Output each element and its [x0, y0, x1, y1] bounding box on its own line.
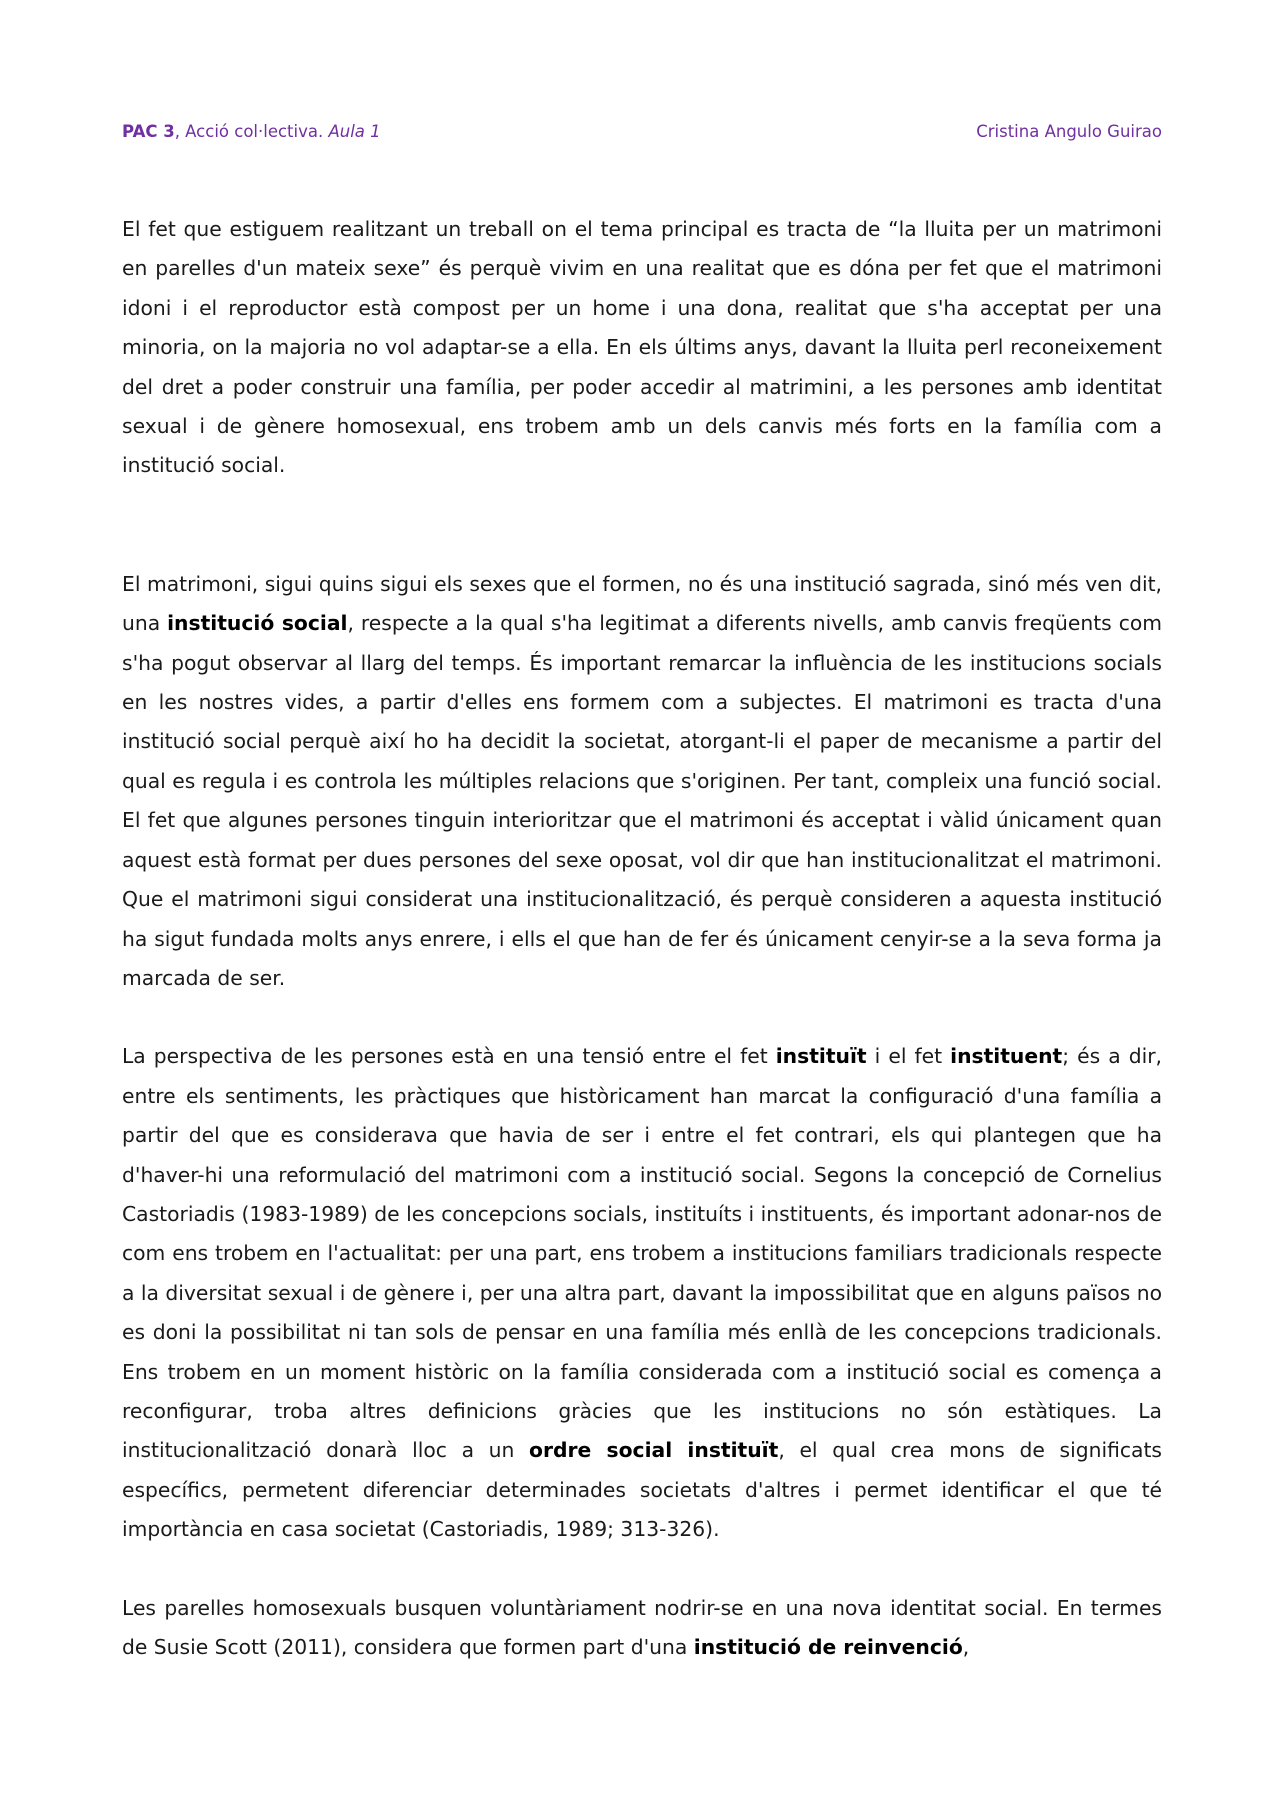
paragraph-4: Les parelles homosexuals busquen voluntàriament nodrir-se en una nova identitat social. En termes de Susie Scott (2011), considera que formen part d'una institució de reinvenció, [122, 1595, 1162, 1659]
bold-term-instituent: instituent [950, 1044, 1063, 1069]
document-body [122, 210, 1162, 1667]
paragraph-3: La perspectiva de les persones està en una tensió entre el fet instituït i el fet instituent; és a dir, entre els sentiments, les pràctiques que històricament han marcat la configuració d'una família a partir del que es considerava que havia de ser i entre el fet contrari, els qui plantegen que ha d'haver-hi una reformulació del matrimoni com a institució social. Segons la concepció de Cornelius Castoriadis (1983-1989) de les concepcions socials, instituíts i instituents, és important adonar-nos de com ens trobem en l'actualitat: per una part, ens trobem a institucions familiars tradicionals respecte a la diversitat sexual i de gènere i, per una altra part, davant la impossibilitat que en alguns països no es doni la possibilitat ni tan sols de pensar en una família més enllà de les concepcions tradicionals. Ens trobem en un moment històric on la família considerada com a institució social es comença a reconfigurar, troba altres definicions gràcies que les institucions no són estàtiques. La institucionalització donarà lloc a un ordre social instituït, el qual crea mons de significats específics, permetent diferenciar determinades societats d'altres i permet identificar el que té importància en casa societat (Castoriadis, 1989; 313-326). [122, 1044, 1162, 1542]
header-author: Cristina Angulo Guirao [976, 122, 1162, 141]
paragraph-spacer [122, 998, 1162, 1037]
header-course-info [122, 122, 381, 141]
paragraph-2: El matrimoni, sigui quins sigui els sexes que el formen, no és una institució sagrada, sinó més ven dit, una institució social, respecte a la qual s'ha legitimat a diferents nivells, amb canvis freqüents com s'ha pogut observar al llarg del temps. És important remarcar la influència de les institucions socials en les nostres vides, a partir d'elles ens formem com a subjectes. El matrimoni es tracta d'una institució social perquè així ho ha decidit la societat, atorgant-li el paper de mecanisme a partir del qual es regula i es controla les múltiples relacions que s'originen. Per tant, compleix una funció social. El fet que algunes persones tinguin interioritzar que el matrimoni és acceptat i vàlid únicament quan aquest està format per dues persones del sexe oposat, vol dir que han institucionalitzat el matrimoni. Que el matrimoni sigui considerat una institucionalització, és perquè consideren a aquesta institució ha sigut fundada molts anys enrere, i ells el que han de fer és únicament cenyir-se a la seva forma ja marcada de ser. [122, 571, 1163, 990]
bold-term-institucio-social: institució social [167, 611, 348, 636]
bold-term-institucio-de-reinvencio: institució de reinvenció [693, 1635, 963, 1659]
bold-term-ordre-social-instituit: ordre social instituït [529, 1438, 779, 1463]
paragraph-spacer [122, 486, 1162, 565]
header-aula: Aula 1 [328, 122, 381, 141]
paragraph-1: El fet que estiguem realitzant un treball on el tema principal es tracta de “la lluita per un matrimoni en parelles d'un mateix sexe” és perquè vivim en una realitat que es dóna per fet que el matrimoni idoni i el reproductor està compost per un home i una dona, realitat que s'ha acceptat per una minoria, on la majoria no vol adaptar-se a ella. En els últims anys, davant la lluita perl reconeixement del dret a poder construir una família, per poder accedir al matrimini, a les persones amb identitat sexual i de gènere homosexual, ens trobem amb un dels canvis més forts en la família com a institució social. [122, 217, 1162, 478]
header-pac-label: PAC 3 [122, 122, 175, 141]
header-course-title: , Acció col·lectiva. [174, 122, 329, 141]
page-header [122, 122, 1162, 146]
bold-term-instituit: instituït [775, 1044, 867, 1069]
paragraph-spacer [122, 1550, 1162, 1589]
